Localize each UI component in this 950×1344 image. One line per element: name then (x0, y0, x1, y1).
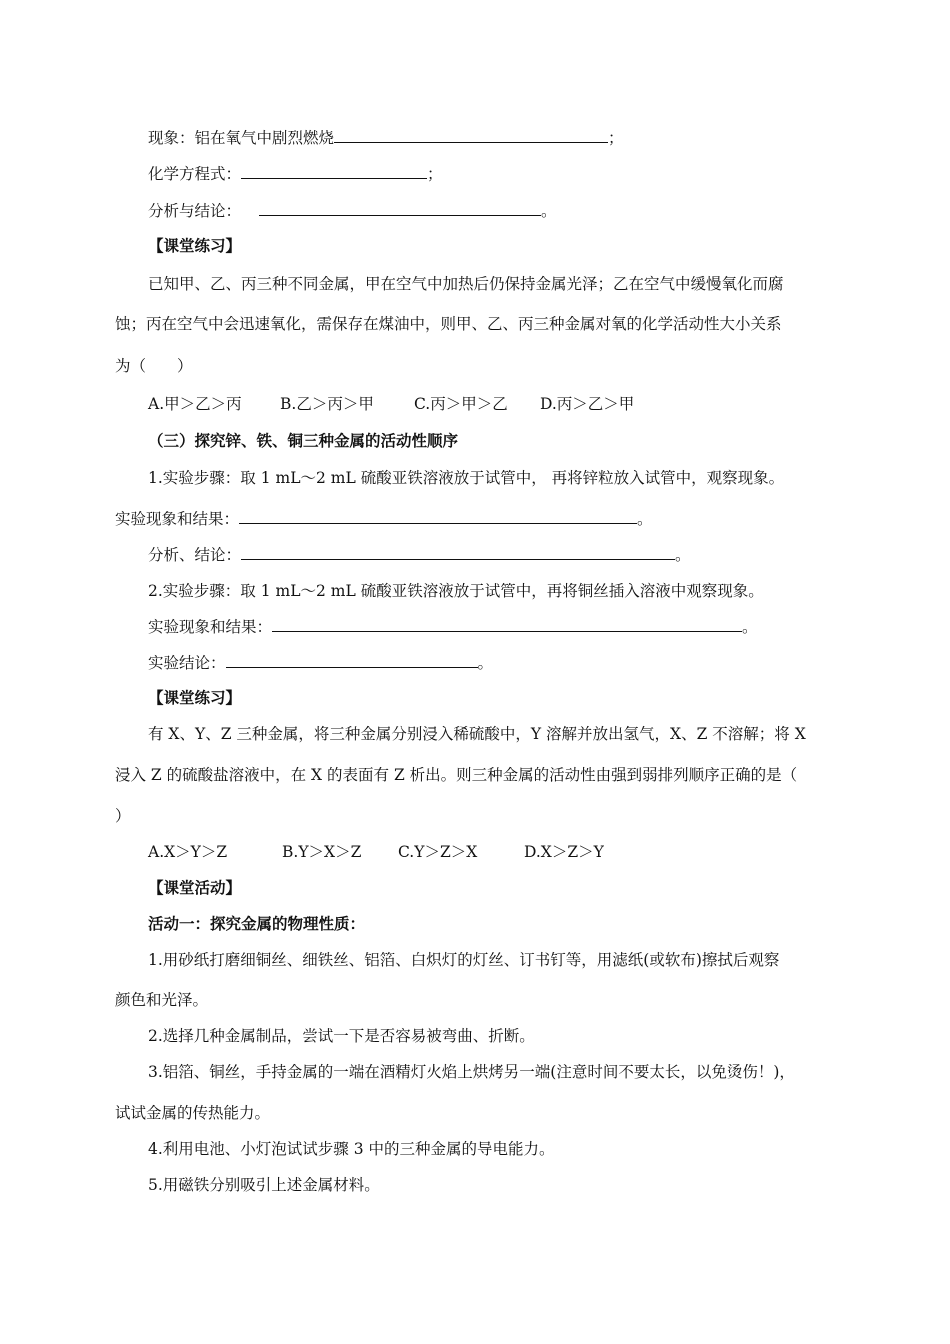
result1-blank[interactable] (239, 509, 637, 524)
practice2-option-a[interactable]: A.X＞Y＞Z (148, 843, 228, 861)
activity-item-3-cont: 试试金属的传热能力。 (115, 1104, 271, 1122)
section3-heading: （三）探究锌、铁、铜三种金属的活动性顺序 (148, 431, 459, 450)
step1-text: 1.实验步骤：取 1 mL～2 mL 硫酸亚铁溶液放于试管中， 再将锌粒放入试管中，观察现象。 (148, 469, 785, 487)
practice1-question-line-2: 蚀；丙在空气中会迅速氧化，需保存在煤油中，则甲、乙、丙三种金属对氧的化学活动性大小关系 (115, 315, 782, 333)
practice2-question-line-2: 浸入 Z 的硫酸盐溶液中，在 X 的表面有 Z 析出。则三种金属的活动性由强到弱排列顺序正确的是（ (115, 766, 798, 784)
conclusion1-end: 。 (675, 546, 691, 564)
practice1-option-c[interactable]: C.丙＞甲＞乙 (414, 395, 508, 413)
result1-end: 。 (637, 510, 653, 528)
activity-item-2: 2.选择几种金属制品，尝试一下是否容易被弯曲、折断。 (148, 1027, 535, 1045)
analysis-line (148, 201, 557, 221)
practice1-options (148, 394, 634, 414)
equation-label: 化学方程式： (148, 165, 242, 183)
analysis-blank[interactable] (259, 201, 541, 216)
practice1-option-a[interactable]: A.甲＞乙＞丙 (148, 395, 242, 413)
activity-title: 活动一：探究金属的物理性质： (148, 914, 366, 933)
activity-item-1-cont: 颜色和光泽。 (115, 991, 209, 1009)
phenomenon-end: ； (608, 129, 624, 147)
conclusion1-line (148, 545, 691, 565)
analysis-end: 。 (541, 202, 557, 220)
result2-blank[interactable] (272, 617, 742, 632)
conclusion1-blank[interactable] (241, 545, 675, 560)
result2-end: 。 (742, 618, 758, 636)
result2-line (148, 617, 758, 637)
phenomenon-label: 现象：铝在氧气中剧烈燃烧 (148, 129, 335, 147)
practice1-question-line-3: 为（ ） (115, 357, 193, 375)
conclusion2-label: 实验结论： (148, 654, 226, 672)
practice2-question-line-1: 有 X、Y、Z 三种金属，将三种金属分别浸入稀硫酸中，Y 溶解并放出氢气，X、Z 不溶解；将 X (148, 725, 806, 743)
equation-line (148, 164, 443, 184)
conclusion2-line (148, 653, 493, 673)
activity-item-3: 3.铝箔、铜丝，手持金属的一端在酒精灯火焰上烘烤另一端(注意时间不要太长，以免烫伤！)， (148, 1063, 795, 1081)
conclusion2-blank[interactable] (226, 653, 478, 668)
practice1-option-d[interactable]: D.丙＞乙＞甲 (540, 395, 635, 413)
conclusion2-end: 。 (477, 654, 494, 672)
activity-item-4: 4.利用电池、小灯泡试试步骤 3 中的三种金属的导电能力。 (148, 1140, 555, 1158)
result2-label: 实验现象和结果： (148, 618, 273, 636)
practice2-heading: 【课堂练习】 (148, 688, 242, 707)
equation-blank[interactable] (241, 164, 427, 179)
equation-end: ； (427, 165, 443, 183)
conclusion1-label: 分析、结论： (148, 546, 242, 564)
result1-label: 实验现象和结果： (115, 510, 240, 528)
step2-text: 2.实验步骤：取 1 mL～2 mL 硫酸亚铁溶液放于试管中，再将铜丝插入溶液中观察现象。 (148, 582, 764, 600)
activity-item-1: 1.用砂纸打磨细铜丝、细铁丝、铝箔、白炽灯的灯丝、订书钉等，用滤纸(或软布)擦拭后观察 (148, 951, 780, 969)
practice1-option-b[interactable]: B.乙＞丙＞甲 (280, 395, 374, 413)
activity-item-5: 5.用磁铁分别吸引上述金属材料。 (148, 1176, 380, 1194)
activity-heading: 【课堂活动】 (148, 878, 242, 897)
practice2-question-line-3: ） (115, 807, 131, 825)
analysis-label: 分析与结论： (148, 202, 242, 220)
practice2-option-b[interactable]: B.Y＞X＞Z (282, 843, 362, 861)
practice2-option-c[interactable]: C.Y＞Z＞X (398, 843, 478, 861)
phenomenon-blank[interactable] (334, 128, 608, 143)
practice1-question-line-1: 已知甲、乙、丙三种不同金属，甲在空气中加热后仍保持金属光泽；乙在空气中缓慢氧化而腐 (148, 275, 784, 293)
practice1-heading: 【课堂练习】 (148, 236, 242, 255)
phenomenon-line (148, 128, 624, 148)
practice2-options (148, 842, 604, 862)
result1-line (115, 509, 653, 529)
practice2-option-d[interactable]: D.X＞Z＞Y (524, 843, 604, 861)
